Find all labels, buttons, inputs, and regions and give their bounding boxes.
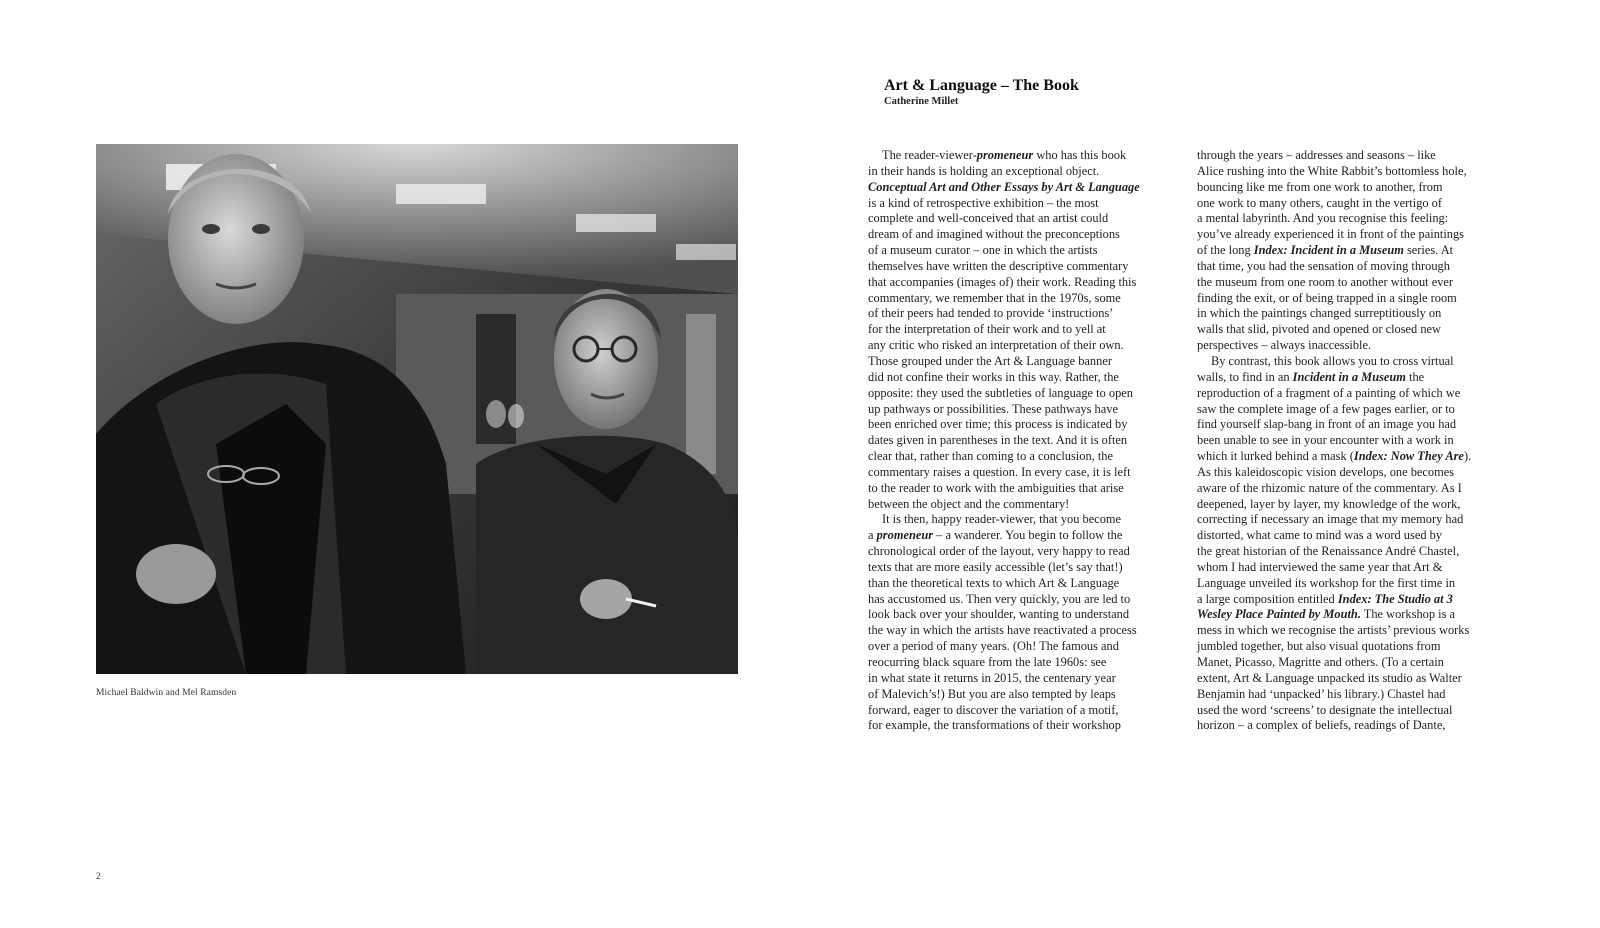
text-span: dates given in parentheses in the text. And it is often (868, 433, 1128, 448)
text-span: for the interpretation of their work and to yell at (868, 322, 1106, 337)
text-line (868, 718, 1186, 734)
text-column-1 (868, 148, 1186, 734)
text-line (1197, 402, 1517, 418)
text-line (868, 592, 1186, 608)
text-span: opposite: they used the subtleties of language to open (868, 385, 1133, 400)
italic-text: Index: The Studio at 3 (1337, 591, 1453, 606)
text-span: finding the exit, or of being trapped in a single room (1197, 290, 1457, 305)
text-line (1197, 227, 1517, 243)
text-span: themselves have written the descriptive commentary (868, 258, 1129, 273)
text-span: aware of the rhizomic nature of the commentary. As I (1197, 480, 1462, 495)
text-line (1197, 497, 1517, 513)
text-span: perspectives – always inaccessible. (1197, 338, 1372, 353)
text-span: up pathways or possibilities. These pathways have (868, 401, 1118, 416)
text-line (868, 687, 1186, 703)
text-line (1197, 592, 1517, 608)
text-span: forward, eager to discover the variation of a motif, (868, 702, 1119, 717)
italic-text: promeneur (876, 528, 934, 543)
italic-text: promeneur (976, 148, 1034, 162)
text-line (868, 306, 1186, 322)
text-line (868, 148, 1186, 164)
text-line (868, 671, 1186, 687)
text-span: find yourself slap-bang in front of an image you had (1197, 417, 1457, 432)
text-span: to the reader to work with the ambiguities that arise (868, 480, 1124, 495)
text-line (1197, 196, 1517, 212)
text-line (868, 623, 1186, 639)
text-line (1197, 718, 1517, 734)
text-span: the museum from one room to another without ever (1197, 274, 1454, 289)
text-span: complete and well-conceived that an artist could (868, 211, 1109, 226)
text-span: texts that are more easily accessible (let’s say that!) (868, 559, 1123, 574)
text-line (1197, 607, 1517, 623)
text-span: dream of and imagined without the preconceptions (868, 227, 1120, 242)
text-line (868, 639, 1186, 655)
text-line (868, 465, 1186, 481)
text-line (868, 291, 1186, 307)
text-line (868, 180, 1186, 196)
italic-text: Incident in a Museum (1292, 369, 1406, 384)
text-span: one work to many others, caught in the vertigo of (1197, 195, 1442, 210)
text-line (1197, 370, 1517, 386)
text-line (868, 259, 1186, 275)
text-span: bouncing like me from one work to another, from (1197, 179, 1443, 194)
text-line (1197, 322, 1517, 338)
text-span: commentary raises a question. In every case, it is left (868, 464, 1131, 479)
text-span: commentary, we remember that in the 1970s, some (868, 290, 1121, 305)
text-line (868, 211, 1186, 227)
text-line (1197, 164, 1517, 180)
text-span: of Malevich’s!) But you are also tempted by leaps (868, 686, 1116, 701)
text-line (1197, 449, 1517, 465)
text-line (868, 338, 1186, 354)
text-line (1197, 544, 1517, 560)
text-span: deepened, layer by layer, my knowledge of the work, (1197, 496, 1461, 511)
text-span: been unable to see in your encounter with a work in (1197, 433, 1454, 448)
text-line (868, 449, 1186, 465)
text-span: the way in which the artists have reactivated a process (868, 623, 1137, 638)
text-span: The workshop is a (1360, 607, 1455, 622)
text-span: for example, the transformations of their workshop (868, 718, 1121, 733)
text-line (1197, 417, 1517, 433)
text-span: reproduction of a fragment of a painting of which we (1197, 385, 1461, 400)
text-line (1197, 528, 1517, 544)
text-line (1197, 576, 1517, 592)
text-span: horizon – a complex of beliefs, readings of Dante, (1197, 718, 1446, 733)
article-title: Art & Language – The Book (884, 77, 1079, 94)
text-line (868, 560, 1186, 576)
text-span: the (1405, 369, 1425, 384)
text-line (1197, 560, 1517, 576)
text-line (1197, 291, 1517, 307)
text-span: than the theoretical texts to which Art & Language (868, 575, 1120, 590)
text-span: of a museum curator – one in which the artists (868, 243, 1098, 258)
text-line (868, 703, 1186, 719)
text-span: The reader-viewer- (882, 148, 977, 162)
text-span: By contrast, this book allows you to cross virtual (1211, 353, 1454, 368)
text-span: any critic who risked an interpretation of their own. (868, 338, 1124, 353)
text-line (868, 164, 1186, 180)
text-span: over a period of many years. (Oh! The famous and (868, 639, 1119, 654)
text-span: whom I had interviewed the same year that Art & (1197, 559, 1443, 574)
text-line (868, 481, 1186, 497)
text-line (1197, 623, 1517, 639)
photograph (96, 144, 738, 674)
text-span: mess in which we recognise the artists’ previous works (1197, 623, 1470, 638)
text-line (1197, 655, 1517, 671)
italic-text: Index: Now They Are (1353, 449, 1464, 464)
text-line (1197, 687, 1517, 703)
text-span: between the object and the commentary! (868, 496, 1070, 511)
text-line (1197, 306, 1517, 322)
text-line (1197, 481, 1517, 497)
italic-text: Wesley Place Painted by Mouth. (1197, 607, 1361, 622)
text-line (868, 497, 1186, 513)
text-span: of the long (1197, 243, 1254, 258)
text-line (1197, 148, 1517, 164)
text-span: Benjamin had ‘unpacked’ his library.) Chastel had (1197, 686, 1446, 701)
text-span: that time, you had the sensation of moving through (1197, 258, 1450, 273)
article-heading (884, 77, 1079, 109)
text-span: reocurring black square from the late 1960s: see (868, 655, 1107, 669)
text-line (1197, 211, 1517, 227)
text-span: that accompanies (images of) their work. Reading this (868, 274, 1137, 289)
text-line (1197, 433, 1517, 449)
text-span: through the years – addresses and seasons – like (1197, 148, 1436, 162)
text-span: walls that slid, pivoted and opened or closed new (1197, 322, 1441, 337)
text-span: a (868, 528, 877, 543)
text-span: the great historian of the Renaissance André Chastel, (1197, 544, 1460, 559)
text-span: in their hands is holding an exceptional object. (868, 163, 1100, 178)
text-span: in which the paintings changed surreptitiously on (1197, 306, 1442, 321)
text-line (868, 354, 1186, 370)
text-span: Those grouped under the Art & Language banner (868, 353, 1112, 368)
text-span: clear that, rather than coming to a conclusion, the (868, 449, 1113, 464)
photo-caption: Michael Baldwin and Mel Ramsden (96, 688, 237, 698)
text-span: – a wanderer. You begin to follow the (933, 528, 1123, 543)
text-span: As this kaleidoscopic vision develops, one becomes (1197, 464, 1455, 479)
text-span: distorted, what came to mind was a word used by (1197, 528, 1443, 543)
text-line (868, 528, 1186, 544)
text-line (1197, 180, 1517, 196)
text-span: been enriched over time; this process is indicated by (868, 417, 1128, 432)
text-span: Manet, Picasso, Magritte and others. (To a certain (1197, 655, 1444, 669)
text-span: Language unveiled its workshop for the first time in (1197, 575, 1456, 590)
text-span: is a kind of retrospective exhibition – the most (868, 195, 1099, 210)
text-span: used the word ‘screens’ to designate the intellectual (1197, 702, 1453, 717)
text-line (1197, 243, 1517, 259)
text-span: extent, Art & Language unpacked its studio as Walter (1197, 670, 1462, 685)
text-line (1197, 386, 1517, 402)
text-span: ). (1463, 449, 1472, 464)
text-line (1197, 671, 1517, 687)
text-span: series. At (1403, 243, 1454, 258)
text-span: correcting if necessary an image that my memory had (1197, 512, 1464, 527)
text-span: a large composition entitled (1197, 591, 1338, 606)
text-line (1197, 703, 1517, 719)
text-line (868, 370, 1186, 386)
text-span: which it lurked behind a mask ( (1197, 449, 1354, 464)
text-line (868, 386, 1186, 402)
text-line (868, 402, 1186, 418)
text-line (868, 322, 1186, 338)
text-line (868, 655, 1186, 671)
text-line (868, 243, 1186, 259)
text-line (868, 512, 1186, 528)
text-span: you’ve already experienced it in front of the paintings (1197, 227, 1464, 242)
text-line (1197, 465, 1517, 481)
text-span: did not confine their works in this way. Rather, the (868, 369, 1119, 384)
text-column-2 (1197, 148, 1517, 734)
text-line (1197, 512, 1517, 528)
text-line (1197, 259, 1517, 275)
text-span: a mental labyrinth. And you recognise this feeling: (1197, 211, 1449, 226)
text-line (1197, 338, 1517, 354)
text-span: who has this book (1033, 148, 1127, 162)
text-line (868, 417, 1186, 433)
text-line (868, 607, 1186, 623)
text-line (1197, 275, 1517, 291)
text-span: Alice rushing into the White Rabbit’s bottomless hole, (1197, 163, 1467, 178)
text-line (868, 196, 1186, 212)
text-span: It is then, happy reader-viewer, that you become (882, 512, 1122, 527)
text-line (868, 433, 1186, 449)
text-span: walls, to find in an (1197, 369, 1293, 384)
text-line (868, 544, 1186, 560)
text-line (868, 275, 1186, 291)
italic-text: Index: Incident in a Museum (1253, 243, 1404, 258)
italic-text: Conceptual Art and Other Essays by Art & Language (868, 179, 1140, 194)
text-line (1197, 354, 1517, 370)
text-span: in what state it returns in 2015, the centenary year (868, 670, 1116, 685)
text-line (1197, 639, 1517, 655)
article-author: Catherine Millet (884, 96, 959, 107)
text-line (868, 227, 1186, 243)
text-span: of their peers had tended to provide ‘instructions’ (868, 306, 1114, 321)
text-span: look back over your shoulder, wanting to understand (868, 607, 1130, 622)
text-span: saw the complete image of a few pages earlier, or to (1197, 401, 1455, 416)
text-span: jumbled together, but also visual quotations from (1197, 639, 1441, 654)
photo-illustration (96, 144, 738, 674)
text-line (868, 576, 1186, 592)
page-number: 2 (96, 872, 101, 882)
text-span: has accustomed us. Then very quickly, you are led to (868, 591, 1131, 606)
text-span: chronological order of the layout, very happy to read (868, 544, 1130, 559)
